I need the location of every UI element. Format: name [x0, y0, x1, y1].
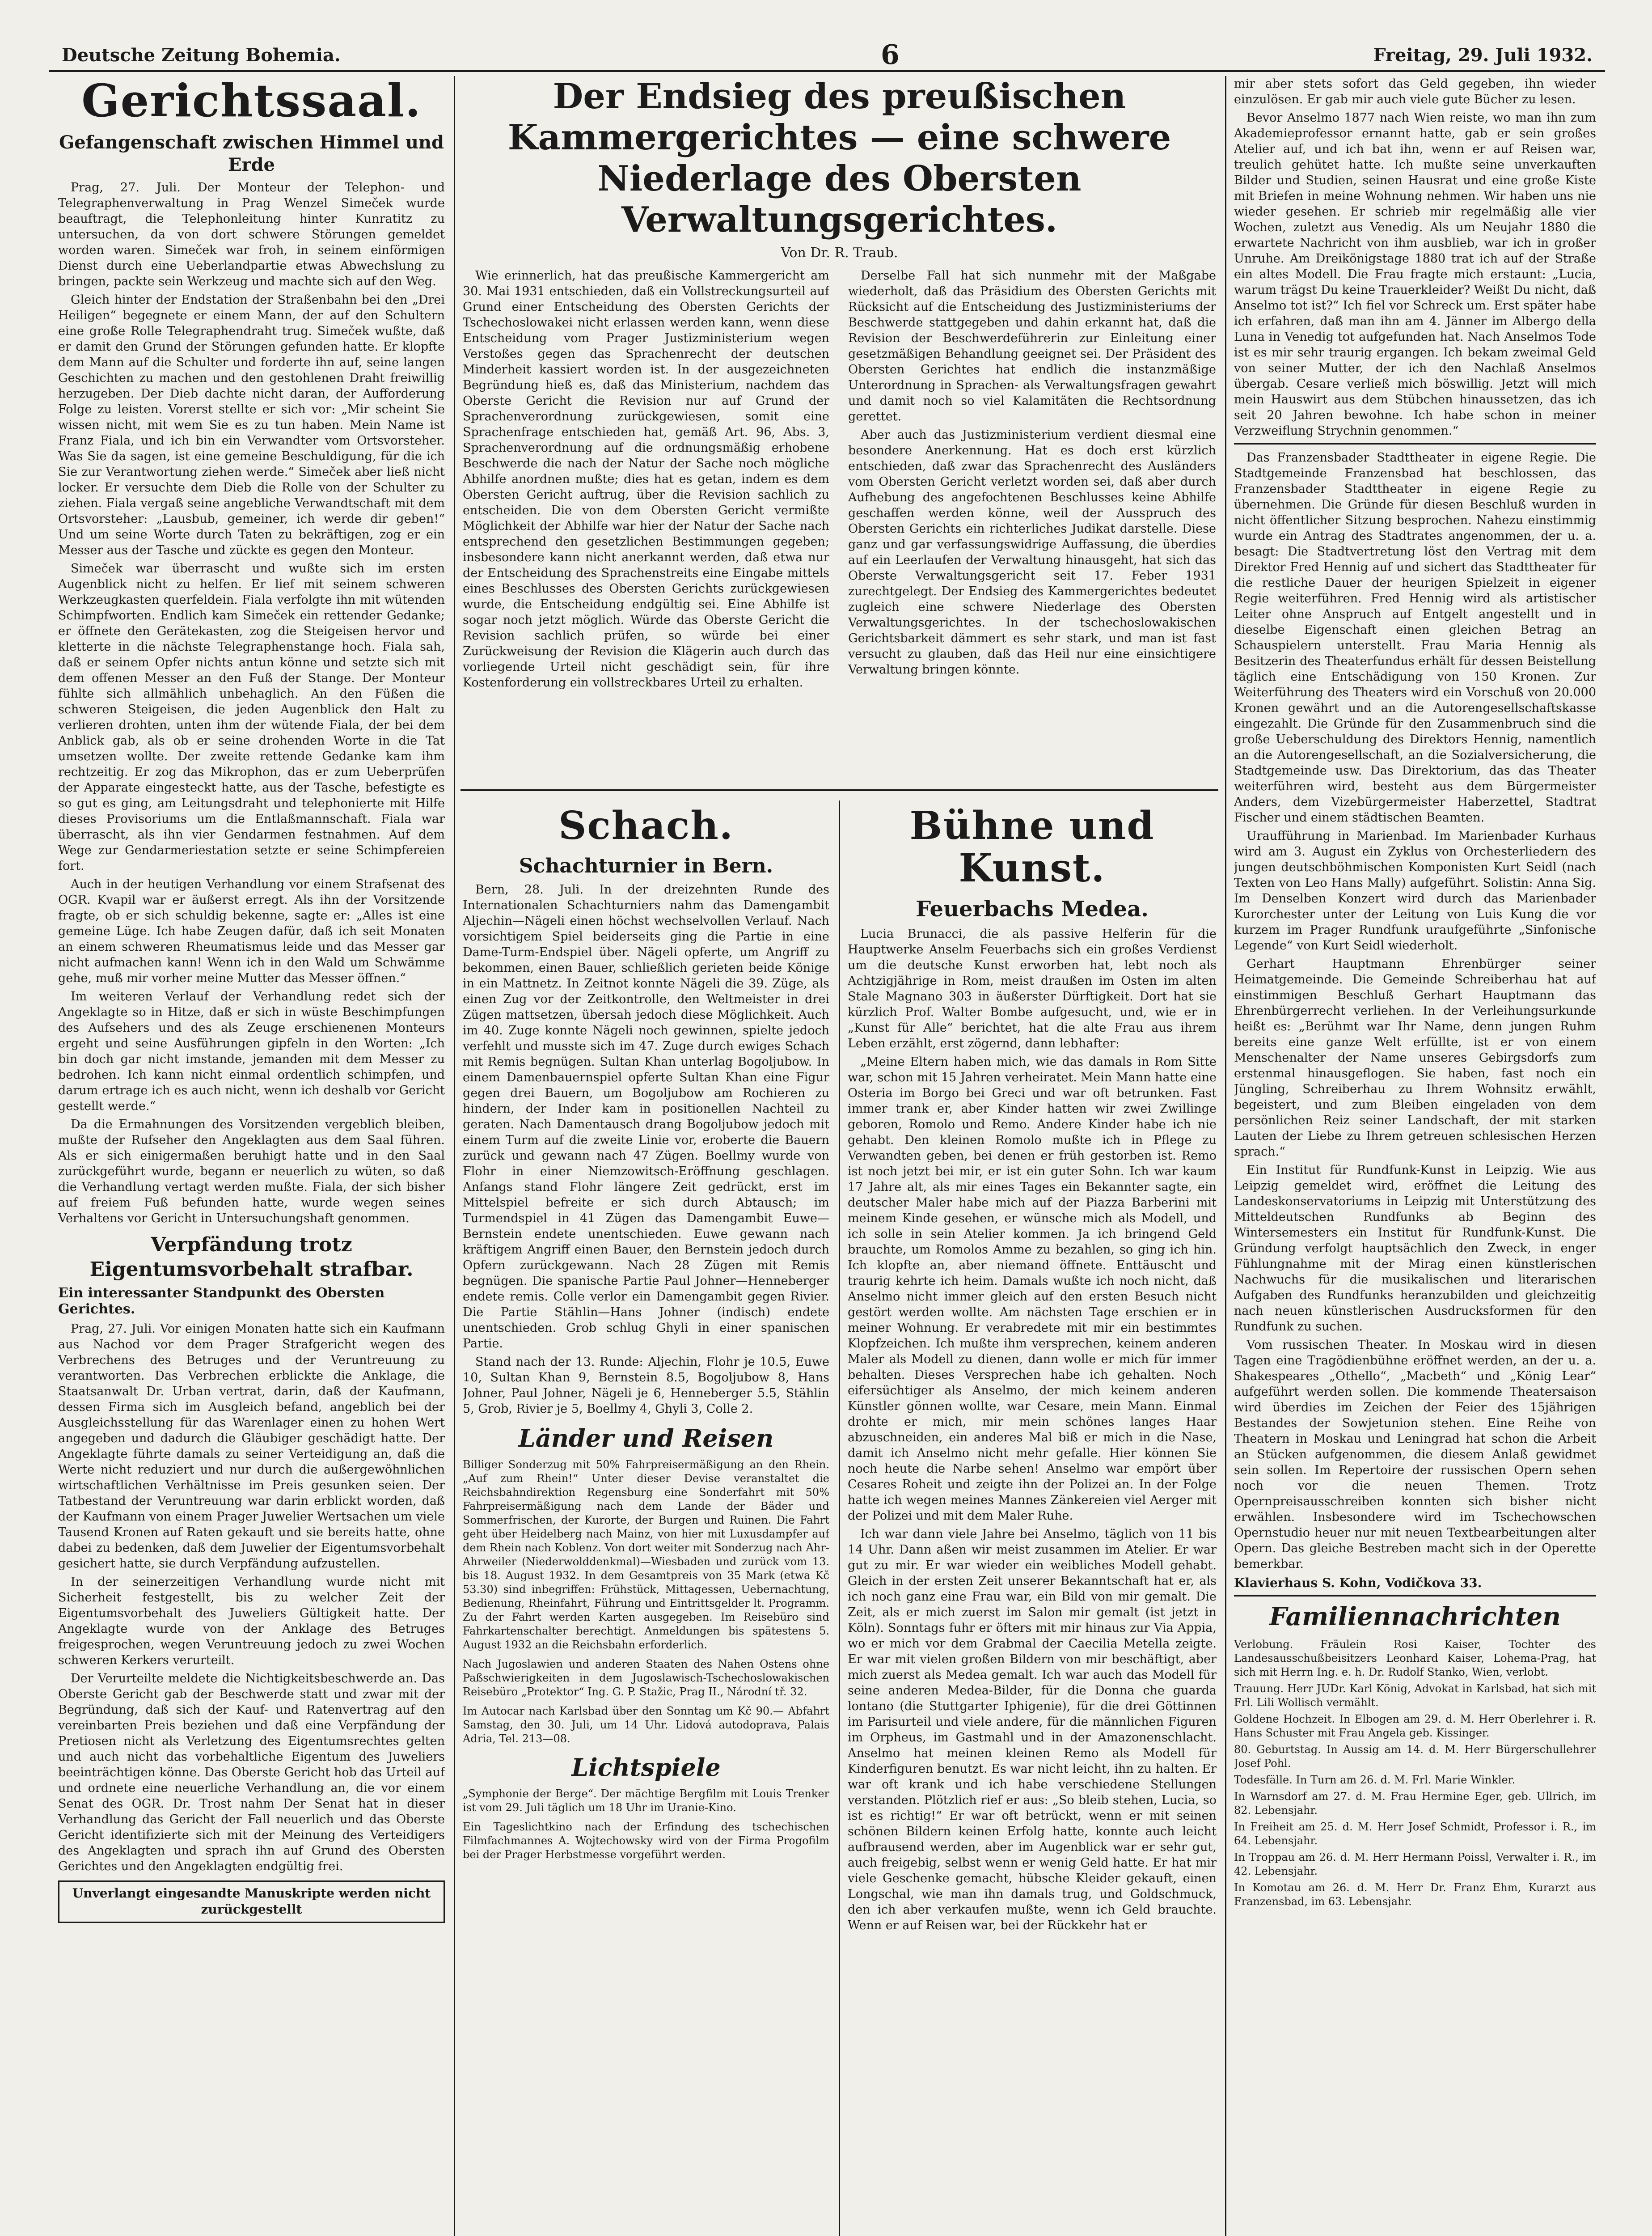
family-item: Goldene Hochzeit. In Elbogen am 29. d. M. Herr Oberlehrer i. R. Hans Schuster mit Frau Angela geb. Kissinger. — [1234, 1713, 1596, 1739]
travel-headline: Länder und Reisen — [518, 1423, 774, 1453]
page-number: 6 — [881, 39, 900, 71]
travel-item: Nach Jugoslawien und anderen Staaten des Nahen Ostens ohne Paßschwierigkeiten in dem Jugoslawisch-Tschechoslowakischen Reisebüro „Protektor“ Ing. G. P. Stažic, Prag II., Národní tř. 32. — [463, 1657, 829, 1698]
court-article1-para: Auch in der heutigen Verhandlung vor einem Strafsenat des OGR. Kvapil war er äußerst erregt. Als ihn der Vorsitzende fragte, ob er sich schuldig bekenne, sagte er: „Alles ist eine gemeine Lüge. Ich habe Zeugen dafür, daß ich seit Monaten an einem schweren Rheumatismus leide und das Messer gar nicht aufmachen kann! Wenn ich in den Wald um Schwämme gehe, muß mir vorher meine Mutter das Messer öffnen.“ — [58, 877, 445, 985]
radio-institute-notice: Ein Institut für Rundfunk-Kunst in Leipzig. Wie aus Leipzig gemeldet wird, eröffnet die Leitung des Landeskonservatoriums in Leipzig mit Unterstützung des Mitteldeutschen Rundfunks ab Beginn des Wintersemesters ein Institut für Rundfunk-Kunst. Die Gründung verfolgt hauptsächlich den Zweck, in enger Fühlungnahme mit der Mirag einen künstlerischen Nachwuchs für die musikalischen und literarischen Aufgaben des Rundfunks heranzubilden und gleichzeitig nach neuen künstlerischen Ausdrucksformen für den Rundfunk zu suchen. — [1234, 1163, 1596, 1334]
travel-item: Im Autocar nach Karlsbad über den Sonntag um Kč 90.— Abfahrt Samstag, den 30. Juli, um 14 Uhr. Lidová autodoprava, Palais Adria, Tel. 213—08. — [463, 1704, 829, 1745]
court-column — [58, 76, 445, 2236]
court-article2-para: Prag, 27. Juli. Vor einigen Monaten hatte sich ein Kaufmann aus Nachod vor dem Prager Strafgericht wegen des Verbrechens des Betruges und der Veruntreuung zu verantworten. Das Verbrechen erblickte die Anklage, die Staatsanwalt Dr. Urban vertrat, darin, daß der Kaufmann, dessen Firma sich im Ausgleich befand, angeblich bei der Ausgleichsstellung für das Warenlager einen zu hohen Wert angegeben und dadurch die Gläubiger geschädigt hatte. Der Angeklagte führte damals zu seiner Verteidigung an, daß die Werte nicht reduziert und nur durch die außergewöhnlichen wirtschaftlichen Verhältnisse im Preis gesunken seien. Der Tatbestand der Veruntreuung war darin erblickt worden, daß der Kaufmann von einem Prager Juwelier Wertsachen um viele Tausend Kronen auf Raten gekauft und sie bereits hatte, ohne dabei zu bedenken, daß dem Juwelier der Eigentumsvorbehalt gesichert hatte, sie durch Verpfändung aufzustellen. — [58, 1322, 445, 1571]
manuscript-notice: Unverlangt eingesandte Manuskripte werden nicht zurückgestellt — [58, 1880, 445, 1923]
family-item: In Komotau am 26. d. M. Herr Dr. Franz Ehm, Kurarzt aus Franzensbad, im 63. Lebensjahr. — [1234, 1881, 1596, 1908]
family-item: In Freiheit am 25. d. M. Herr Josef Schmidt, Professor i. R., im 64. Lebensjahr. — [1234, 1821, 1596, 1847]
theater-notice: Das Franzensbader Stadttheater in eigene Regie. Die Stadtgemeinde Franzensbad hat beschlossen, das Franzensbader Stadttheater in eigene Regie zu übernehmen. Die Gründe für diesen Beschluß wurden in nicht öffentlicher Sitzung besprochen. Nahezu einstimmig wurde ein Antrag des Stadtrates angenommen, der u. a. besagt: Die Stadtvertretung löst den Vertrag mit dem Direktor Fred Hennig auf und sichert das Stadttheater für die restliche Dauer der heurigen Spielzeit in eigener Regie weiterführen. Fred Hennig wird als artistischer Leiter ohne Anspruch auf Entgelt angestellt und in dieselbe Eigenschaft einen gleichen Betrag an Schauspielern unterstellt. Frau Maria Hennig als Besitzerin des Theaterfundus erhält für dessen Beistellung täglich eine Entschädigung von 150 Kronen. Zur Weiterführung des Theaters wird ein Vorschuß von 20.000 Kronen gewährt und an die Autorengesellschaftskasse eingezahlt. Die Gründe für den Zusammenbruch sind die große Ueberschuldung des Direktors Hennig, namentlich an die Autorengesellschaft, an die Sozialversicherung, die Stadtgemeinde usw. Das Direktorium, das das Theater weiterführen wird, besteht aus dem Bürgermeister Anders, dem Vizebürgermeister Haberzettel, Stadtrat Fischer und einem städtischen Beamten. — [1234, 451, 1596, 825]
column-rule — [1225, 76, 1226, 2236]
arts-para: „Meine Eltern haben mich, wie das damals in Rom Sitte war, schon mit 15 Jahren verheiratet. Mein Mann hatte eine Osteria im Borgo bei Greci und war oft betrunken. Fast immer trank er, aber Kinder hatten wir zwei Zwillinge geboren, Romolo und Remo. Andere Kinder habe ich nie gehabt. Den kleinen Romolo mußte ich in Pflege zu Verwandten geben, bei denen er früh gestorben ist. Remo ist noch jetzt bei mir, er ist ein guter Sohn. Ich war kaum 17 Jahre alt, als mir eines Tages ein Bekannter sagte, ein deutscher Maler habe mich auf der Piazza Barberini mit meinem Kinde gesehen, er wünsche mich als Modell, und ich solle in sein Atelier kommen. Ja ich bringend Geld brauchte, um Romolos Amme zu bezahlen, so ging ich hin. Ich klopfte an, aber niemand öffnete. Enttäuscht und traurig kehrte ich heim. Damals wußte ich noch nicht, daß Anselmo nicht immer gleich auf den ersten Besuch nicht gestört werden wollte. Am nächsten Tage erschien er in meiner Wohnung. Er verabredete mit mir ein bestimmtes Klopfzeichen. Ich mußte ihm versprechen, keinem anderen Maler als Modell zu dienen, dann wolle er mich für immer behalten. Dieses Versprechen habe ich gehalten. Noch eifersüchtiger als Anselmo, der mich keinem anderen Künstler gönnen wollte, war Cesare, mein Mann. Einmal drohte er mich, mir mein schönes langes Haar abzuschneiden, ein anderes Mal biß er mich in die Nase, damit ich Anselmo nicht mehr gefalle. Hier können Sie noch heute die Narbe sehen! Anselmo war empört über Cesares Roheit und zeigte ihn der Polizei an. In der Folge hatte ich wegen meines Mannes Zänkereien viel Aerger mit der Polizei und mit dem Maler Ruhe. — [848, 1055, 1217, 1523]
family-item: In Warnsdorf am 27. d. M. Frau Hermine Eger, geb. Ullrich, im 82. Lebensjahr. — [1234, 1790, 1596, 1817]
family-item: Todesfälle. In Turn am 26. d. M. Frl. Marie Winkler. — [1234, 1774, 1516, 1786]
film-headline: Lichtspiele — [571, 1753, 721, 1782]
family-item: In Troppau am 26. d. M. Herr Hermann Poissl, Verwalter i. R., im 42. Lebensjahr. — [1234, 1851, 1596, 1877]
kammer-author: Von Dr. R. Traub. — [781, 245, 898, 261]
arts-para: Lucia Brunacci, die als passive Helferin für die Hauptwerke Anselm Feuerbachs sich ein großes Verdienst um die deutsche Kunst erworben hat, lebt noch als Achtzigjährige in Rom, meist draußen im Osten im alten Stale Magnano 303 in äußerster Dürftigkeit. Dort hat sie kürzlich Prof. Walter Bombe aufgesucht, und, wie er in „Kunst für Alle“ berichtet, hat die alte Frau aus ihrem Leben erzählt, erst zögernd, dann lebhafter: — [848, 927, 1217, 1051]
arts-headline: Feuerbachs Medea. — [916, 897, 1149, 922]
russian-theater-notice: Vom russischen Theater. In Moskau wird in diesen Tagen eine Tragödienbühne eröffnet werden, an der u. a. Shakespeares „Othello“, „Macbeth“ und „König Lear“ aufgeführt werden sollen. Die kommende Theatersaison wird überdies im Zeichen der Feier des 15jährigen Bestandes der Sowjetunion stehen. Eine Reihe von Theatern in Moskau und Leningrad hat schon die Arbeit an Stücken aufgenommen, die diesem Anlaß gewidmet sein sollen. Im Repertoire der russischen Opern sehen noch vor die neuen Themen. Trotz Opernpreisausschreiben konnten sich bisher nicht erwählen. Insbesondere wird im Tschechowschen Opernstudio heuer nur mit neuen Textbearbeitungen alter Opern. Das gleiche Bestreben macht sich in der Operette bemerkbar. — [1234, 1338, 1596, 1571]
family-item: 80. Geburtstag. In Aussig am 14. d. M. Herr Bürgerschullehrer Josef Pohl. — [1234, 1743, 1596, 1770]
kammer-headline: Der Endsieg des preußischen Kammergerichtes — eine schwere Niederlage des Obersten Verwaltungsgerichtes. — [507, 76, 1171, 241]
court-article2-para: In der seinerzeitigen Verhandlung wurde nicht mit Sicherheit festgestellt, bis zu welcher Zeit der Eigentumsvorbehalt des Juweliers Gültigkeit hatte. Der Angeklagte wurde von der Anklage des Betruges freigesprochen, wegen Veruntreuung jedoch zu zwei Wochen schweren Kerkers verurteilt. — [58, 1575, 445, 1667]
court-article1-para: Da die Ermahnungen des Vorsitzenden vergeblich bleiben, mußte der Rufseher den Angeklagten aus dem Saal führen. Als er sich einigermaßen beruhigt hatte und in den Saal zurückgeführt wurde, begann er neuerlich zu wüten, so daß die Verhandlung vertagt werden mußte. Fiala, der sich bisher auf freiem Fuß befunden hatte, wurde wegen seines Verhaltens vor Gericht in Untersuchungshaft genommen. — [58, 1118, 445, 1225]
arts-section-title: Bühne und Kunst. — [909, 805, 1155, 891]
court-article1-para: Gleich hinter der Endstation der Straßenbahn bei den „Drei Heiligen“ begegnete er einem Mann, der auf den Schultern eine große Rolle Telegraphendraht trug. Simeček wußte, daß er damit den Grund der Störungen gefunden hatte. Er klopfte dem Mann auf die Schulter und forderte ihn auf, seine langen Geschichten zu machen und den gestohlenen Draht freiwillig herzugeben. Der Dieb dachte nicht daran, der Aufforderung Folge zu leisten. Vorerst stellte er sich vor: „Mir scheint Sie wissen nicht, mit wem Sie es zu tun haben. Mein Name ist Franz Fiala, und ich bin ein Verwandter vom Ortsvorsteher. Was Sie da sagen, ist eine gemeine Beschuldigung, für die ich Sie zur Verantwortung ziehen werde.“ Simeček aber ließ nicht locker. Er versuchte dem Dieb die Rolle von der Schulter zu ziehen. Fiala vergaß seine angebliche Verwandtschaft mit dem Ortsvorsteher: „Lausbub, gemeiner, ich werde dir geben!“ Und um seine Worte durch Taten zu bekräftigen, zog er ein Messer aus der Tasche und zückte es gegen den Monteur. — [58, 293, 445, 557]
column-rule — [454, 76, 455, 2236]
court-article1-headline: Gefangenschaft zwischen Himmel und Erde — [59, 132, 444, 175]
kammer-para: Wie erinnerlich, hat das preußische Kammergericht am 30. Mai 1931 entschieden, daß ein Vollstreckungsurteil auf Grund einer Entscheidung des Obersten Gerichts der Tschechoslowakei nicht erlassen werden kann, wenn diese Entscheidung vom Prager Justizministerium wegen Verstoßes gegen das Sprachenrecht der deutschen Minderheit kassiert worden ist. In der ausgezeichneten Begründung hieß es, daß das Ministerium, nachdem das Oberste Gericht die Revision nur auf Grund der Sprachenverordnung zurückgewiesen, somit eine Sprachenfrage entschieden hat, gemäß Art. 96, Abs. 3, Sprachenverordnung auf die ordnungsmäßig erhobene Beschwerde die nach der Natur der Sache noch mögliche Abhilfe anordnen mußte; dies hat es getan, indem es dem Obersten Gericht auftrug, über die Revision sachlich zu entscheiden. Die von dem Obersten Gericht vermißte Möglichkeit der Abhilfe war hier der Natur der Sache nach entsprechend den gesetzlichen Bestimmungen gegeben; insbesondere kann nicht anerkannt werden, daß etwa nur der Entscheidung des Sprachenstreits eine Eingabe mittels eines Beschlusses des Obersten Gerichts zurückgewiesen wurde, die Entscheidung endgültig sei. Eine Abhilfe ist sogar noch jetzt möglich. Würde das Oberste Gericht die Revision sachlich prüfen, so würde bei einer Zurückweisung der Revision die Klägerin auch durch das vorliegende Urteil nicht geschädigt sein, für ihre Kostenforderung ein vollstreckbares Urteil zu erhalten. — [463, 269, 829, 690]
paper-name: Deutsche Zeitung Bohemia. — [62, 45, 341, 66]
film-item: Ein Tageslichtkino nach der Erfindung des tschechischen Filmfachmannes A. Wojtechowsky wird von der Firma Progofilm bei der Prager Herbstmesse vorgeführt werden. — [463, 1820, 829, 1861]
family-item: Trauung. Herr JUDr. Karl König, Advokat in Karlsbad, hat sich mit Frl. Lili Wollisch vermählt. — [1234, 1682, 1596, 1709]
kammer-para: Derselbe Fall hat sich nunmehr mit der Maßgabe wiederholt, daß das Präsidium des Obersten Gerichts mit Rücksicht auf die Entscheidung des Justizministeriums der Beschwerde stattgegeben und dahin erkannt hat, daß die Revision der Beschwerdeführerin zur Einleitung einer gesetzmäßigen Behandlung geeignet sei. Der Präsident des Obersten Gerichtes hat endlich die instanzmäßige Unterordnung in Sprachen- als Verwaltungsfragen gewahrt und damit noch so viel Kalamitäten die Rechtsordnung gerettet. — [848, 269, 1216, 424]
court-article1-para: Prag, 27. Juli. Der Monteur der Telephon- und Telegraphenverwaltung in Prag Wenzel Simeček wurde beauftragt, die Telephonleitung hinter Kunratitz zu untersuchen, da von dort schwere Störungen gemeldet worden waren. Simeček war froh, in seinem einförmigen Dienst durch eine Ueberlandpartie etwas Abwechslung zu bringen, packte sein Werkzeug und machte sich auf den Weg. — [58, 181, 445, 288]
court-article1-para: Im weiteren Verlauf der Verhandlung redet sich der Angeklagte so in Hitze, daß er sich in wüste Beschimpfungen des Aufsehers und des als Zeuge erschienenen Monteurs ergeht und seine Ausführungen gipfeln in den Worten: „Ich bin doch gar nicht imstande, jemanden mit dem Messer zu bedrohen. Ich kann nicht einmal ordentlich schimpfen, und darum ertrage ich es auch nicht, wenn ich deshalb vor Gericht gestellt werde.“ — [58, 990, 445, 1113]
hauptmann-notice: Gerhart Hauptmann Ehrenbürger seiner Heimatgemeinde. Die Gemeinde Schreiberhau hat auf einstimmigen Beschluß Gerhart Hauptmann das Ehrenbürgerrecht verliehen. In der Verleihungsurkunde heißt es: „Berühmt war Ihr Name, denn jungen Ruhm bereits eine ganze Welt erfüllte, ist er von einem Menschenalter der Name unseres Gebirgsdorfs zum erstenmal hinausgeflogen. Sie haben, fast noch ein Jüngling, Schreiberhau zu Ihrem Wohnsitz erwählt, begeistert, und zum Bleiben eingeladen von dem persönlichen Reiz seiner Landschaft, der mit starken Lauten der Liebe zu Ihrem getreuen schlesischen Herzen sprach.“ — [1234, 957, 1596, 1159]
kammer-article — [463, 76, 1216, 774]
travel-item: Billiger Sonderzug mit 50% Fahrpreisermäßigung an den Rhein. „Auf zum Rhein!“ Unter dieser Devise veranstaltet die Reichsbahndirektion Regensburg eine Sonderfahrt mit 50% Fahrpreisermäßigung nach dem Lande der Bäder und Sommerfrischen, der Kurorte, der Burgen und Ruinen. Die Fahrt geht über Heidelberg nach Mainz, von hier mit Luxusdampfer auf dem Rhein nach Koblenz. Von dort weiter mit Sonderzug nach Ahr-Ahrweiler (Niederwolddenkmal)—Wiesbaden und zurück vom 13. bis 18. August 1932. In dem Gesamtpreis von 35 Mark (etwa Kč 53.30) sind inbegriffen: Frühstück, Mittagessen, Uebernachtung, Bedienung, Rheinfahrt, Führung und Eintrittsgelder lt. Programm. Zu der Fahrt werden Karten ausgegeben. Im Reisebüro sind Fahrkartenschalter berechtigt. Anmeldungen bis spätestens 5. August 1932 an die Reichsbahn erforderlich. — [463, 1458, 829, 1651]
rule — [1234, 1595, 1596, 1597]
column-rule — [839, 800, 840, 2236]
issue-date: Freitag, 29. Juli 1932. — [1373, 45, 1593, 66]
court-article2-subhead: Ein interessanter Standpunkt des Obersten Gerichtes. — [58, 1285, 385, 1317]
arts-continuation: Bevor Anselmo 1877 nach Wien reiste, wo man ihn zum Akademieprofessor ernannt hatte, gab er sein großes Atelier auf, und ich bat ihn, wenn er auf Reisen war, treulich gehütet hatte. Ich mußte seine unverkauften Bilder und Studien, seinen Hausrat und eine große Kiste mit Briefen in meine Wohnung nehmen. Wir haben uns nie wieder gesehen. Er schrieb mir regelmäßig alle vier Wochen, zuletzt aus Venedig. Als um Neujahr 1880 die erwartete Nachricht von ihm ausblieb, war ich in großer Unruhe. Am Dreikönigstage 1880 trat ich auf der Straße ein altes Modell. Die Frau fragte mich erstaunt: „Lucia, warum trägst Du keine Trauerkleider? Weißt Du nicht, daß Anselmo tot ist?“ Ich fiel vor Schreck um. Erst später habe ich erfahren, daß man ihn am 4. Jänner im Albergo della Luna in Venedig tot aufgefunden hat. Nach Anselmos Tode ist es mir sehr traurig ergangen. Ich bekam zweimal Geld von seiner Mutter, der ich den Nachlaß Anselmos übergab. Cesare verließ mich böswillig. Jetzt will mich mein Hauswirt aus dem Stübchen hinaussetzen, das ich seit 20 Jahren bewohne. Ich habe schon in meiner Verzweiflung Strychnin genommen.“ — [1234, 111, 1596, 438]
section-divider — [461, 789, 1218, 791]
running-head — [49, 39, 1605, 72]
chess-column — [463, 805, 829, 2236]
premiere-notice: Uraufführung in Marienbad. Im Marienbader Kurhaus wird am 3. August ein Zyklus von Orchesterliedern des jungen deutschböhmischen Komponisten Kurt Seidl (nach Texten von Leo Hans Mally) aufgeführt. Solistin: Anna Sig. Im Denselben Konzert wird durch das Marienbader Kurorchester unter der Leitung von Luis Kung die vor kurzem im Prager Rundfunk uraufgeführte „Sinfonische Legende“ von Kurt Seidl wiederholt. — [1234, 829, 1596, 953]
court-article2-headline: Verpfändung trotz Eigentumsvorbehalt strafbar. — [89, 1233, 414, 1281]
court-section-title: Gerichtssaal. — [81, 76, 422, 127]
chess-section-title: Schach. — [558, 805, 734, 848]
arts-column — [848, 805, 1217, 2236]
chess-headline: Schachturnier in Bern. — [519, 854, 773, 877]
family-headline: Familiennachrichten — [1269, 1602, 1561, 1631]
family-item: Verlobung. Fräulein Rosi Kaiser, Tochter des Landesausschußbeisitzers Leonhard Kaiser, Lohema-Prag, hat sich mit Herrn Ing. e. h. Dr. Rudolf Stanko, Wien, verlobt. — [1234, 1638, 1596, 1678]
court-article1-para: Simeček war überrascht und wußte sich im ersten Augenblick nicht zu helfen. Er lief mit seinem schweren Werkzeugkasten querfeldein. Fiala verfolgte ihn mit wütenden Schimpfworten. Endlich kam Simeček ein rettender Gedanke; er öffnete den Gerätekasten, zog die Steigeisen hervor und kletterte in die nächste Telegraphenstange hoch. Fiala sah, daß er seinem Opfer nichts antun könne und setzte sich mit dem offenen Messer an den Fuß der Stange. Der Monteur fühlte sich allmählich unbehaglich. An den Füßen die schweren Steigeisen, die jeden Augenblick den Halt zu verlieren drohten, unten ihm der wütende Fiala, der bei dem Anblick gab, als ob er seine drohenden Worte in die Tat umsetzen wollte. Der zweite rettende Gedanke kam ihm rechtzeitig. Er zog das Mikrophon, das er zum Ueberprüfen der Apparate eingesteckt hatte, aus der Tasche, befestigte es so gut es ging, am Leitungsdraht und telephonierte mit Hilfe dieses Provisoriums um die Entlaßmannschaft. Fiala war überrascht, als ihn vier Gendarmen festnahmen. Auf dem Wege zur Gendarmeriestation setzte er seine Schimpfereien fort. — [58, 562, 445, 873]
arts-para: Ich war dann viele Jahre bei Anselmo, täglich von 11 bis 14 Uhr. Dann aßen wir meist zusammen im Atelier. Er war gut zu mir. Er war wieder ein weibliches Modell gehabt. Gleich in der ersten Zeit unserer Bekanntschaft hat er, als ich noch ganz eine Frau war, ein Bild von mir gemalt. Die Zeit, als er mich zuerst im Salon mir gemalt (ist jetzt in Köln). Sonntags fuhr er öfters mit mir hinaus zur Via Appia, wo er mich vor dem Grabmal der Caecilia Metella zeigte. Er war mit vielen großen Bildern von mir beschäftigt, aber mich zuerst als Medea gemalt. Ich war auch das Modell für seine anderen Medea-Bilder, für die Donna che guarda lontano (die Stuttgarter Iphigenie), für die drei Göttinnen im Parisurteil und viele andere, für die männlichen Figuren im Orpheus, im Gastmahl und in der Amazonenschlacht. Anselmo hat meinen kleinen Remo als Modell für Kinderfiguren benutzt. Es war nicht leicht, ihn zu halten. Er war oft krank und ich habe verschiedene Stellungen verstanden. Plötzlich rief er aus: „So bleib stehen, Lucia, so ist es richtig!“ Er war oft betrückt, wenn er mit seinen schönen Bildern keinen Erfolg hatte, konnte auch leicht aufbrausend werden, aber im Augenblick war er sehr gut, auch freigebig, selbst wenn er wenig Geld hatte. Er hat mir viele Geschenke gemacht, hübsche Kleider gekauft, einen Longschal, wie man ihn damals trug, und Goldschmuck, den ich aber verkaufen mußte, wenn ich Geld brauchte. Wenn er auf Reisen war, bei der Rückkehr hat er — [848, 1527, 1217, 1933]
court-article2-para: Der Verurteilte meldete die Nichtigkeitsbeschwerde an. Das Oberste Gericht gab der Beschwerde statt und zwar mit der Begründung, daß sich der Kauf- und Ratenvertrag auf den vereinbarten Preis beziehen und daß eine Verpfändung der Pretiosen nicht als Verletzung des Eigentumsrechtes gelten und auch nicht das vorbehaltliche Eigentum des Juweliers beeinträchtigen könne. Das Oberste Gericht hob das Urteil auf und ordnete eine neuerliche Verhandlung an, die vor einem Senat des OGR. Dr. Trost nahm Der Senat hat in dieser Verhandlung das Gericht der Fall neuerlich und das Oberste Gericht identifizierte sich mit der Meinung des Verteidigers des Angeklagten und sprach ihn auf Grund des Obersten Gerichtes und den Angeklagten endgültig frei. — [58, 1672, 445, 1873]
right-column — [1234, 76, 1596, 2236]
film-item: „Symphonie der Berge“. Der mächtige Bergfilm mit Louis Trenker ist vom 29. Juli täglich um 18 Uhr im Uranie-Kino. — [463, 1787, 829, 1814]
chess-standings: Stand nach der 13. Runde: Aljechin, Flohr je 10.5, Euwe 10, Sultan Khan 9, Bernstein 8.5, Bogoljubow 8, Hans Johner, Paul Johner, Nägeli je 6, Henneberger 5.5, Stählin 5, Grob, Rivier je 5, Boellmy 4, Ghyli 3, Colle 2. — [463, 1355, 829, 1416]
piano-ad: Klavierhaus S. Kohn, Vodičkova 33. — [1234, 1575, 1482, 1590]
chess-para: Bern, 28. Juli. In der dreizehnten Runde des Internationalen Schachturniers nahm das Damengambit Aljechin—Nägeli einen höchst wechselvollen Verlauf. Nach vorsichtigem Spiel beiderseits ging die Partie in eine Dame-Turm-Endspiel über. Nägeli opferte, um Angriff zu bekommen, einen Bauer, schließlich gerieten beide Könige in ein Mattnetz. In Zeitnot konnte Nägeli die 39. Züge, als einen Zug vor der Zeitkontrolle, den Weltmeister in drei Zügen mattsetzen, übersah jedoch diese Möglichkeit. Auch im 40. Zuge konnte Nägeli noch gewinnen, spielte jedoch verfehlt und musste sich im 47. Zuge durch ewiges Schach mit Remis begnügen. Sultan Khan unterlag Bogoljubow. In einem Damenbauernspiel opferte Sultan Khan eine Figur gegen drei Bauern, um Bogoljubow am Rochieren zu hindern, der Inder kam in positionellen Nachteil zu geraten. Nach Damentausch drang Bogoljubow jedoch mit einem Turm auf die zweite Linie vor, eroberte die Bauern zurück und gewann nach 47 Zügen. Boellmy wurde von Flohr in einer Niemzowitsch-Eröffnung geschlagen. Anfangs stand Flohr längere Zeit gedrückt, erst im Mittelspiel befreite er sich durch Abtausch; im Turmendspiel in 41 Zügen das Damengambit Euwe—Bernstein endete unentschieden. Euwe gewann nach kräftigem Angriff einen Bauer, den Bernstein jedoch durch Opfern zurückgewann. Nach 28 Zügen mit Remis begnügen. Die spanische Partie Paul Johner—Henneberger endete remis. Colle verlor ein Damengambit gegen Rivier. Die Partie Stählin—Hans Johner (indisch) endete unentschieden. Grob schlug Ghyli in einer spanischen Partie. — [463, 882, 829, 1351]
kammer-para: Aber auch das Justizministerium verdient diesmal eine besondere Anerkennung. Hat es doch erst kürzlich entschieden, daß zwar das Sprachenrecht des Ausländers vom Obersten Gericht verletzt worden sei, daß aber durch Aufhebung des angefochtenen Beschlusses keine Abhilfe geschaffen werden könne, weil der Ausspruch des Obersten Gerichts ein richterliches Judikat darstelle. Diese ganz und gar verfassungswidrige Auffassung, die überdies auf ein Leerlaufen der Verwaltung hinausgeht, hat sich das Oberste Verwaltungsgericht seit 17. Feber 1931 zurechtgelegt. Der Endsieg des Kammergerichtes bedeutet zugleich eine schwere Niederlage des Obersten Verwaltungsgerichtes. In der tschechoslowakischen Gerichtsbarkeit dämmert es sehr stark, und man ist fast versucht zu glauben, daß das Heil nur eine einsichtigere Verwaltung bringen könnte. — [848, 428, 1216, 677]
arts-continuation: mir aber stets sofort das Geld gegeben, ihn wieder einzulösen. Er gab mir auch viele gute Bücher zu lesen. — [1234, 77, 1596, 106]
rule — [1234, 443, 1596, 445]
